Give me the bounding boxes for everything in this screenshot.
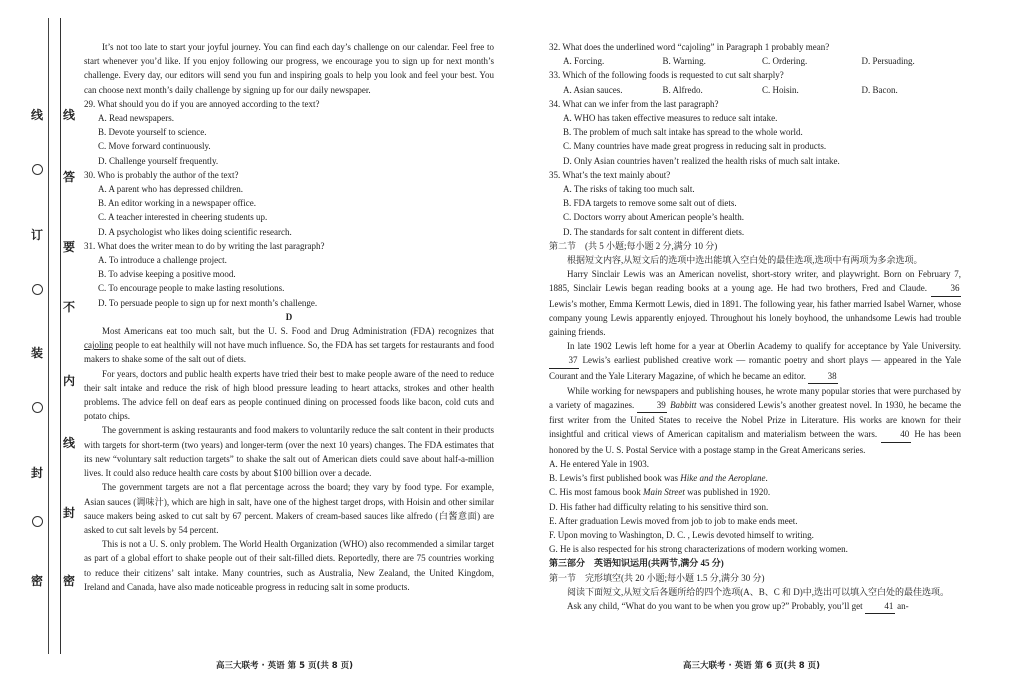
choice-c xyxy=(549,485,961,499)
question-33: 33. Which of the following foods is requested to cut salt sharply? xyxy=(549,70,784,81)
option: C. A teacher interested in cheering students up. xyxy=(98,212,268,223)
option: A. The risks of taking too much salt. xyxy=(563,184,695,195)
passage-c-last-paragraph: It’s not too late to start your joyful journey. You can find each day’s challenge on our calendar. Feel free to start whenever you’d like. If you enjoy following our progress, we encourage you to sign up for next month’s challenge. Every day, our editors will send you fun and inspiring goals to help you look and feel your best. You can choose next month’s daily challenge by signing up for our daily newspaper. xyxy=(84,42,494,95)
option: D. Challenge yourself frequently. xyxy=(98,155,219,166)
question-34: 34. What can we infer from the last paragraph? xyxy=(549,98,719,109)
blank-41: 41 xyxy=(865,599,895,614)
passage-d-paragraph-1 xyxy=(84,324,494,367)
page-5-column xyxy=(84,40,494,594)
question-35: 35. What’s the text mainly about? xyxy=(549,169,671,180)
option: D. A psychologist who likes doing scientific research. xyxy=(98,226,292,237)
text: C. His most famous book xyxy=(549,487,644,498)
binding-margin-char: 答 xyxy=(62,170,75,184)
option: A. Asian sauces. xyxy=(563,84,623,95)
binding-margin-char: 线 xyxy=(62,108,75,122)
question-32-options xyxy=(549,54,961,68)
option: B. Alfredo. xyxy=(662,84,703,95)
choice-b xyxy=(549,471,961,485)
passage-d-paragraph-4: The government targets are not a flat percentage across the board; they vary by food type. For example, Asian sauces (调味汁), which are high in salt, have one of the highest target drops, with Hoisin and other similar sauce makers being asked to cut salt by 67 percent. Makers of cream-based sauces like alfredo (白酱意面) are asked to cut salt levels by 54 percent. xyxy=(84,482,494,535)
option: C. Many countries have made great progress in reducing salt in products. xyxy=(563,141,827,152)
choice-a: A. He entered Yale in 1903. xyxy=(549,458,649,469)
choice-d: D. His father had difficulty relating to his sensitive third son. xyxy=(549,501,769,512)
book-title: Babbitt xyxy=(670,400,697,411)
option: D. The standards for salt content in different diets. xyxy=(563,226,745,237)
section-d-heading: D xyxy=(285,311,293,322)
option: D. Persuading. xyxy=(861,56,915,67)
question-33-options xyxy=(549,83,961,97)
page-footer-5: 高三大联考 · 英语 第 5 页(共 8 页) xyxy=(216,661,354,671)
choice-e: E. After graduation Lewis moved from job to job to make ends meet. xyxy=(549,515,798,526)
binding-margin-char: 线 xyxy=(30,108,43,122)
blank-38: 38 xyxy=(808,369,838,384)
passage-d-paragraph-5: This is not a U. S. only problem. The World Health Organization (WHO) also recommended a similar target as part of a global effort to shake people out of their salt-filled diets. Reportedly, there are 75 countries working to reduce their citizens’ salt intake. Many countries, such as Australia, New Zealand, the United Kingdom, Ireland and Canada, have also made noticeable progress in reducing salt in some products. xyxy=(84,539,494,592)
binding-line xyxy=(48,18,49,654)
option: C. Doctors worry about American people’s health. xyxy=(563,212,744,223)
option: A. Forcing. xyxy=(563,56,605,67)
cloze-passage-start xyxy=(549,599,961,614)
section-2-instructions: 根据短文内容,从短文后的选项中选出能填入空白处的最佳选项,选项中有两项为多余选项。 xyxy=(567,255,923,266)
option: A. A parent who has depressed children. xyxy=(98,184,243,195)
blank-39: 39 xyxy=(637,398,667,413)
page-6-column xyxy=(549,40,961,614)
binding-margin-char: 不 xyxy=(62,300,75,314)
passage-d-paragraph-2: For years, doctors and public health experts have tried their best to make people aware of the need to reduce their salt intake and reduce the risk of high blood pressure leading to heart attacks, strokes and other health problems. The advice fell on deaf ears as people continued dining on processed foods like bacon, cold cuts and potato chips. xyxy=(84,368,494,422)
text: While working for newspapers and publishing houses, he wrote many popular stories that were purchased by a variety of magazines. xyxy=(549,385,961,411)
question-29: 29. What should you do if you are annoyed according to the text? xyxy=(84,98,320,109)
book-title: Main Street xyxy=(643,487,685,498)
text: B. Lewis’s first published book was xyxy=(549,473,681,484)
option: A. WHO has taken effective measures to reduce salt intake. xyxy=(563,113,778,124)
blank-40: 40 xyxy=(881,427,911,442)
part-3-title: 第三部分 英语知识运用(共两节,满分 45 分) xyxy=(549,558,724,569)
blank-37: 37 xyxy=(549,353,579,368)
binding-margin xyxy=(0,0,75,686)
option: B. FDA targets to remove some salt out of diets. xyxy=(563,198,737,209)
binding-circle-icon xyxy=(32,402,43,413)
text: an- xyxy=(894,600,909,611)
text: . xyxy=(765,473,768,484)
option: B. Devote yourself to science. xyxy=(98,127,207,138)
binding-margin-char: 密 xyxy=(62,574,75,588)
binding-circle-icon xyxy=(32,284,43,295)
text: people to eat healthily will not have much influence. So, the FDA has set targets for restaurants and food makers to shake some of the salt out of diets. xyxy=(84,340,494,365)
binding-margin-char: 装 xyxy=(30,346,43,360)
text: was published in 1920. xyxy=(684,487,771,498)
book-title: Hike and the Aeroplane xyxy=(680,473,766,484)
option: B. The problem of much salt intake has spread to the whole world. xyxy=(563,127,803,138)
binding-margin-char: 封 xyxy=(62,506,75,520)
choice-g: G. He is also respected for his strong characterizations of modern working women. xyxy=(549,544,848,555)
section-2-title: 第二节 (共 5 小题;每小题 2 分,满分 10 分) xyxy=(549,240,718,251)
option: C. Hoisin. xyxy=(762,84,799,95)
text: In late 1902 Lewis left home for a year at Oberlin Academy to qualify for acceptance by Yale University. xyxy=(567,341,961,352)
binding-margin-char: 线 xyxy=(62,436,75,450)
option: C. To encourage people to make lasting resolutions. xyxy=(98,283,285,294)
option: D. To persuade people to sign up for next month’s challenge. xyxy=(98,297,318,308)
page-footer-6: 高三大联考 · 英语 第 6 页(共 8 页) xyxy=(683,661,821,671)
cloze-paragraph-1 xyxy=(549,267,961,339)
cloze-paragraph-3 xyxy=(549,384,961,457)
section-1-title: 第一节 完形填空(共 20 小题;每小题 1.5 分,满分 30 分) xyxy=(549,572,765,583)
option: A. Read newspapers. xyxy=(98,113,174,124)
text: Ask any child, “What do you want to be when you grow up?” Probably, you’ll get xyxy=(567,600,865,611)
option: D. Bacon. xyxy=(861,84,898,95)
question-30: 30. Who is probably the author of the text? xyxy=(84,169,239,180)
text: Lewis’s earliest published creative work — romantic poetry and short plays — appeared in the Yale Courant and the Yale Literary Magazine, of which he became an editor. xyxy=(549,355,961,381)
binding-margin-char: 封 xyxy=(30,466,43,480)
choice-f: F. Upon moving to Washington, D. C. , Lewis devoted himself to writing. xyxy=(549,529,814,540)
underlined-word: cajoling xyxy=(84,340,113,351)
binding-margin-char: 订 xyxy=(30,228,43,242)
text: Harry Sinclair Lewis was an American novelist, short-story writer, and playwright. Born on February 7, 1885, Sinclair Lewis began reading books at a young age. He had two brothers, Fred and Claude. xyxy=(549,269,961,294)
option: B. To advise keeping a positive mood. xyxy=(98,269,236,280)
text: He has been honored by the U. S. Postal Service with a postage stamp in the Great Americans series. xyxy=(549,429,962,455)
cloze-paragraph-2 xyxy=(549,339,961,384)
text: was considered Lewis’s another greatest novel. In 1930, he became the first writer from the United States to receive the Nobel Prize in Literature. His works are known for their insightful and critical views of American capitalism and materialism between the wars. xyxy=(549,400,962,440)
section-1-instructions: 阅读下面短文,从短文后各题所给的四个选项(A、B、C 和 D)中,选出可以填入空白处的最佳选项。 xyxy=(567,586,950,597)
binding-margin-char: 内 xyxy=(62,374,75,388)
text: Most Americans eat too much salt, but the U. S. Food and Drug Administration (FDA) recognizes that xyxy=(102,326,494,337)
option: D. Only Asian countries haven’t realized the health risks of much salt intake. xyxy=(563,155,840,166)
binding-margin-char: 密 xyxy=(30,574,43,588)
option: C. Move forward continuously. xyxy=(98,141,211,152)
option: B. Warning. xyxy=(662,56,706,67)
passage-d-paragraph-3: The government is asking restaurants and food makers to voluntarily reduce the salt content in their products with targets for short-term (two years) and longer-term (over the next 10 years) changes. The FDA estimates that its new “voluntary salt reduction targets” to shake the salt out of American diets could save about half-a-million lives. It could also reduce health care costs by about $100 billion over a decade. xyxy=(84,425,494,479)
binding-circle-icon xyxy=(32,164,43,175)
text: Lewis’s mother, Emma Kermott Lewis, died in 1891. The following year, his father married Isabel Warner, whose company young Lewis apparently enjoyed. Throughout his lonely boyhood, the unhandsome Lewis had trouble gaining friends. xyxy=(549,298,961,338)
question-31: 31. What does the writer mean to do by writing the last paragraph? xyxy=(84,240,325,251)
question-32: 32. What does the underlined word “cajoling” in Paragraph 1 probably mean? xyxy=(549,42,830,52)
blank-36: 36 xyxy=(931,281,961,296)
option: A. To introduce a challenge project. xyxy=(98,255,227,266)
binding-circle-icon xyxy=(32,516,43,527)
binding-margin-char: 要 xyxy=(62,240,75,254)
option: C. Ordering. xyxy=(762,56,808,67)
binding-line xyxy=(60,18,61,654)
option: B. An editor working in a newspaper office. xyxy=(98,198,257,209)
